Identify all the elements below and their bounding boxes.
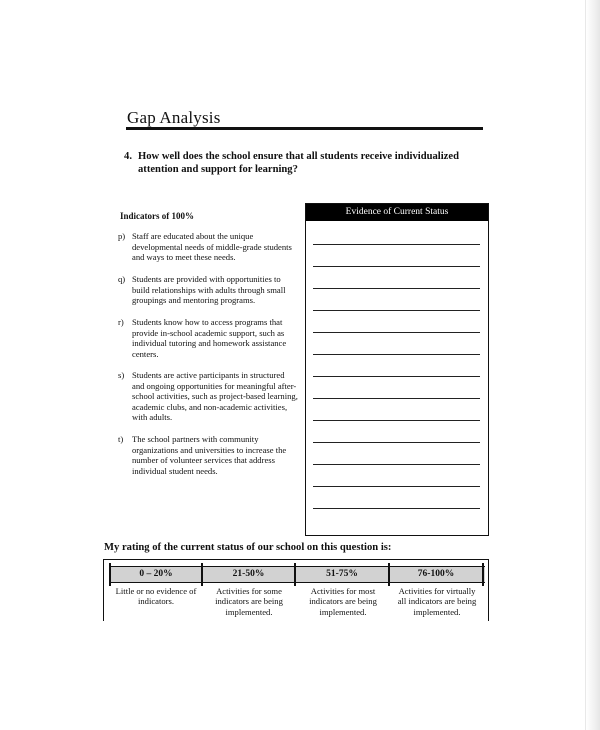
evidence-box xyxy=(305,203,489,536)
evidence-writing-line[interactable] xyxy=(313,508,480,509)
indicator-item xyxy=(118,274,298,306)
indicator-letter: p) xyxy=(118,231,126,241)
question-number: 4. xyxy=(124,151,132,162)
indicator-text: The school partners with community organizations and universities to increase the number of volunteer services that address individual student needs. xyxy=(132,434,287,476)
rating-description: Activities for virtually all indicators are being implemented. xyxy=(397,586,477,617)
evidence-writing-line[interactable] xyxy=(313,310,480,311)
indicator-item xyxy=(118,370,298,423)
page-edge xyxy=(585,0,600,730)
indicators-heading: Indicators of 100% xyxy=(120,211,194,221)
indicator-item xyxy=(118,231,298,263)
indicator-text: Students are active participants in structured and ongoing opportunities for meaningful after-school activities, such as project-based learning, academic clubs, and non-academic activities, with adults. xyxy=(132,370,298,423)
indicator-letter: t) xyxy=(118,434,124,444)
rating-range-76-100[interactable]: 76-100% xyxy=(417,569,455,579)
rating-range-0-20[interactable]: 0 – 20% xyxy=(139,569,173,579)
evidence-writing-line[interactable] xyxy=(313,354,480,355)
evidence-writing-line[interactable] xyxy=(313,442,480,443)
rating-range-21-50[interactable]: 21-50% xyxy=(232,569,265,579)
indicator-letter: s) xyxy=(118,370,125,380)
rating-description: Little or no evidence of indicators. xyxy=(115,586,197,607)
indicator-text: Staff are educated about the unique developmental needs of middle-grade students and ways to meet these needs. xyxy=(132,231,292,263)
indicator-text: Students are provided with opportunities to build relationships with adults through small groupings and mentoring programs. xyxy=(132,274,286,306)
evidence-writing-line[interactable] xyxy=(313,266,480,267)
question xyxy=(110,150,490,176)
title-underline xyxy=(126,127,483,130)
rating-range-51-75[interactable]: 51-75% xyxy=(326,569,358,579)
indicator-letter: r) xyxy=(118,317,124,327)
rating-scale-bar xyxy=(110,566,485,583)
evidence-writing-line[interactable] xyxy=(313,420,480,421)
rating-label: My rating of the current status of our school on this question is: xyxy=(104,542,392,553)
indicator-text: Students know how to access programs that provide in-school academic support, such as individual tutoring and homework assistance centers. xyxy=(132,317,287,359)
evidence-writing-line[interactable] xyxy=(313,464,480,465)
evidence-writing-line[interactable] xyxy=(313,244,480,245)
evidence-writing-line[interactable] xyxy=(313,376,480,377)
evidence-writing-line[interactable] xyxy=(313,398,480,399)
question-text: How well does the school ensure that all students receive individualized attention and support for learning? xyxy=(138,151,459,175)
indicator-item xyxy=(118,317,298,359)
evidence-header: Evidence of Current Status xyxy=(306,204,488,221)
evidence-writing-line[interactable] xyxy=(313,332,480,333)
rating-description: Activities for most indicators are being implemented. xyxy=(309,586,377,617)
evidence-writing-line[interactable] xyxy=(313,288,480,289)
indicator-item xyxy=(118,434,298,476)
indicator-letter: q) xyxy=(118,274,126,284)
evidence-writing-line[interactable] xyxy=(313,486,480,487)
page-title: Gap Analysis xyxy=(127,108,221,127)
rating-description: Activities for some indicators are being implemented. xyxy=(215,586,283,617)
